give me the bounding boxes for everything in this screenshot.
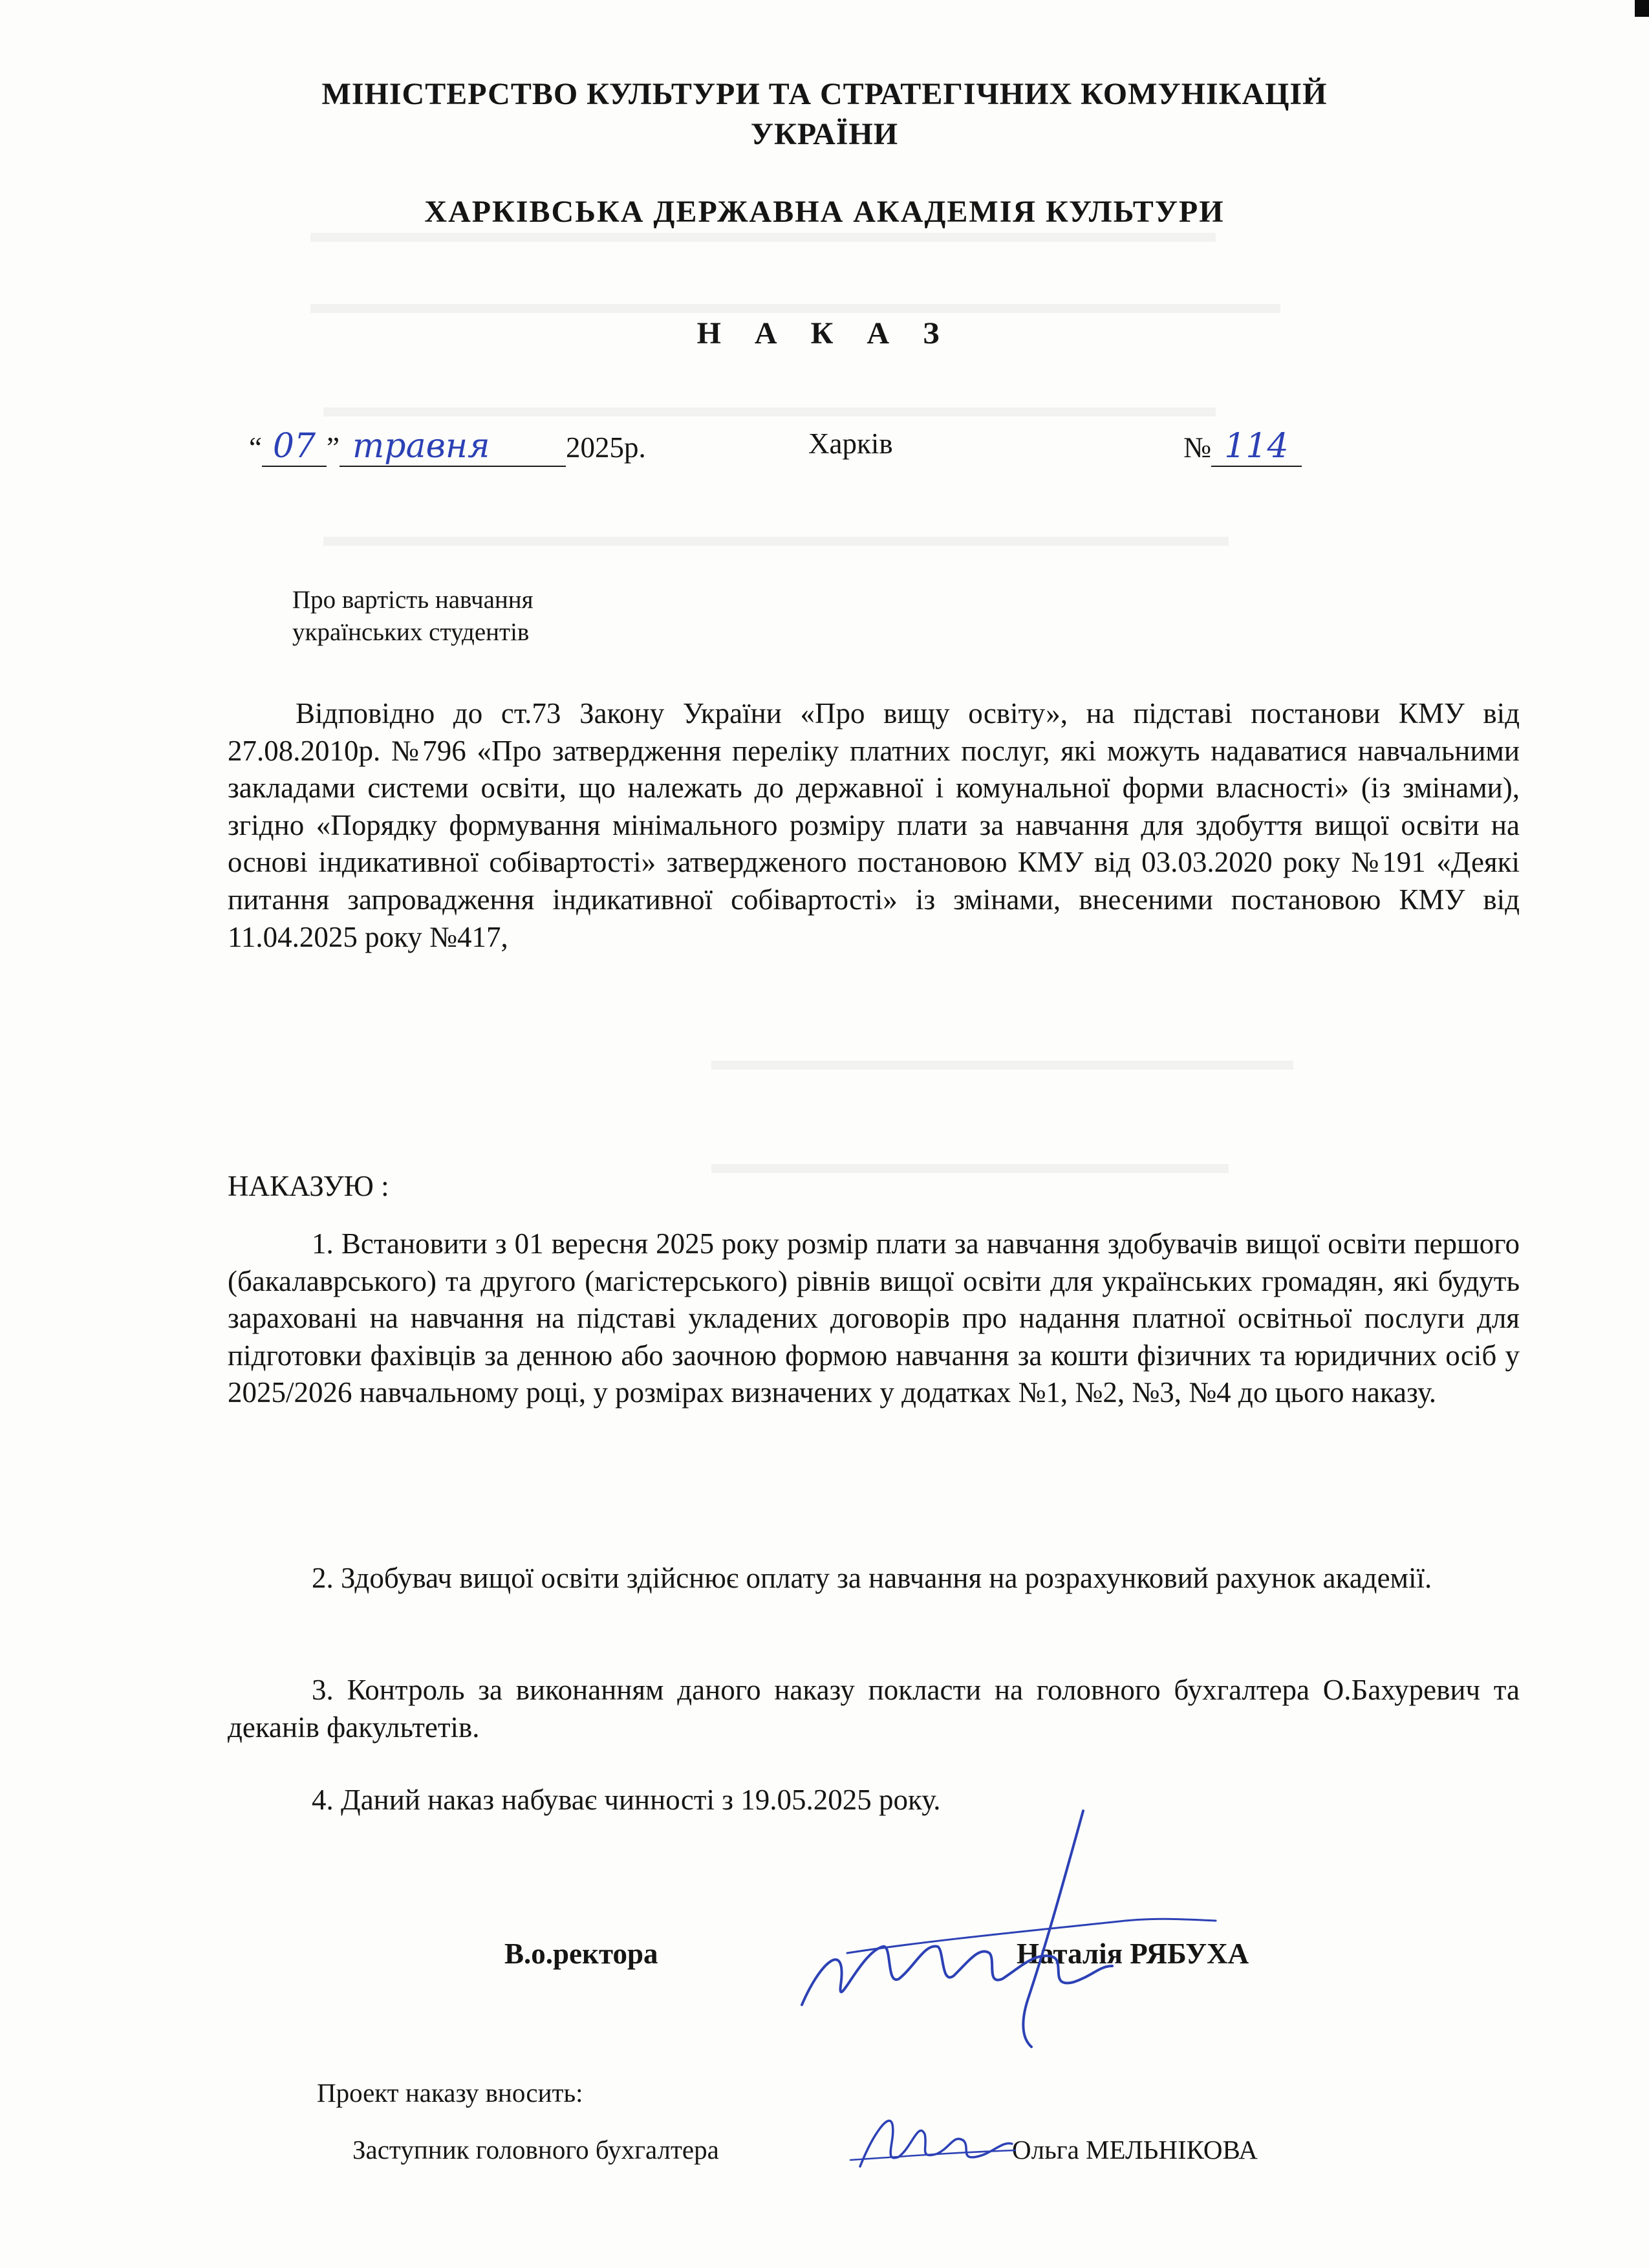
ministry-line-2: УКРАЇНИ [750,117,899,151]
prepared-by-label: Проект наказу вносить: [317,2078,583,2108]
subject-line-1: Про вартість навчання [292,586,534,614]
signatory-role: В.о.ректора [504,1938,658,1970]
ministry-title [0,74,1649,155]
order-date [249,427,646,467]
ministry-line-1: МІНІСТЕРСТВО КУЛЬТУРИ ТА СТРАТЕГІЧНИХ КОМУНІКАЦІЙ [321,77,1328,111]
subject-line-2: українських студентів [292,618,530,646]
order-item-1: 1. Встановити з 01 вересня 2025 року розмір плати за навчання здобувачів вищої освіти першого (бакалаврського) та другого (магістерського) рівнів вищої освіти для українських громадян, які будуть зараховані на навчання на підставі укладених договорів про надання платної освітньої послуги для підготовки фахівців за денною або заочною формою навчання за кошти фізичних та юридичних осіб у 2025/2026 навчальному році, у розмірах визначених у додатках №1, №2, №3, №4 до цього наказу. [228,1227,1520,1409]
number-handwritten: 114 [1224,427,1289,466]
order-number [1183,427,1302,467]
accountant-signature-icon [847,2095,1022,2179]
document-type: Н А К А З [696,316,953,351]
date-day-field [262,427,327,467]
order-city: Харків [808,427,893,460]
number-field [1211,427,1302,467]
rector-signature-icon [763,1791,1229,2069]
number-sign: № [1183,431,1211,464]
preamble-paragraph: Відповідно до ст.73 Закону України «Про вищу освіту», на підставі постанови КМУ від 27.08.2010р. №796 «Про затвердження переліку платних послуг, які можуть надаватися навчальними закладами системи освіти, що належать до державної і комунальної форми власності» (із змінами), згідно «Порядку формування мінімального розміру плати за навчання для здобуття вищої освіти на основі індикативної собівартості» затвердженого постановою КМУ від 03.03.2020 року №191 «Деякі питання запровадження індикативної собівартості» із змінами, внесеними постановою КМУ від 11.04.2025 року №417, [228,697,1520,953]
quote-close: ” [326,431,339,464]
order-subject [292,584,534,649]
scan-edge [1635,0,1649,17]
date-month-handwritten: травня [352,427,490,466]
quote-open: “ [249,431,262,464]
academy-title: ХАРКІВСЬКА ДЕРЖАВНА АКАДЕМІЯ КУЛЬТУРИ [424,195,1225,229]
date-month-field [339,427,566,467]
prepared-by-position: Заступник головного бухгалтера [352,2135,719,2165]
date-year: 2025р. [565,431,646,464]
order-item-2: 2. Здобувач вищої освіти здійснює оплату за навчання на розрахунковий рахунок академії. [312,1562,1432,1594]
prepared-by-name: Ольга МЕЛЬНІКОВА [1012,2135,1258,2165]
date-day-handwritten: 07 [272,427,316,466]
order-word: НАКАЗУЮ : [228,1170,389,1202]
order-item-3: 3. Контроль за виконанням даного наказу покласти на головного бухгалтера О.Бахуревич та деканів факультетів. [228,1674,1520,1744]
order-item-4: 4. Даний наказ набуває чинності з 19.05.2025 року. [312,1784,941,1816]
signatory-name: Наталія РЯБУХА [1017,1938,1249,1970]
